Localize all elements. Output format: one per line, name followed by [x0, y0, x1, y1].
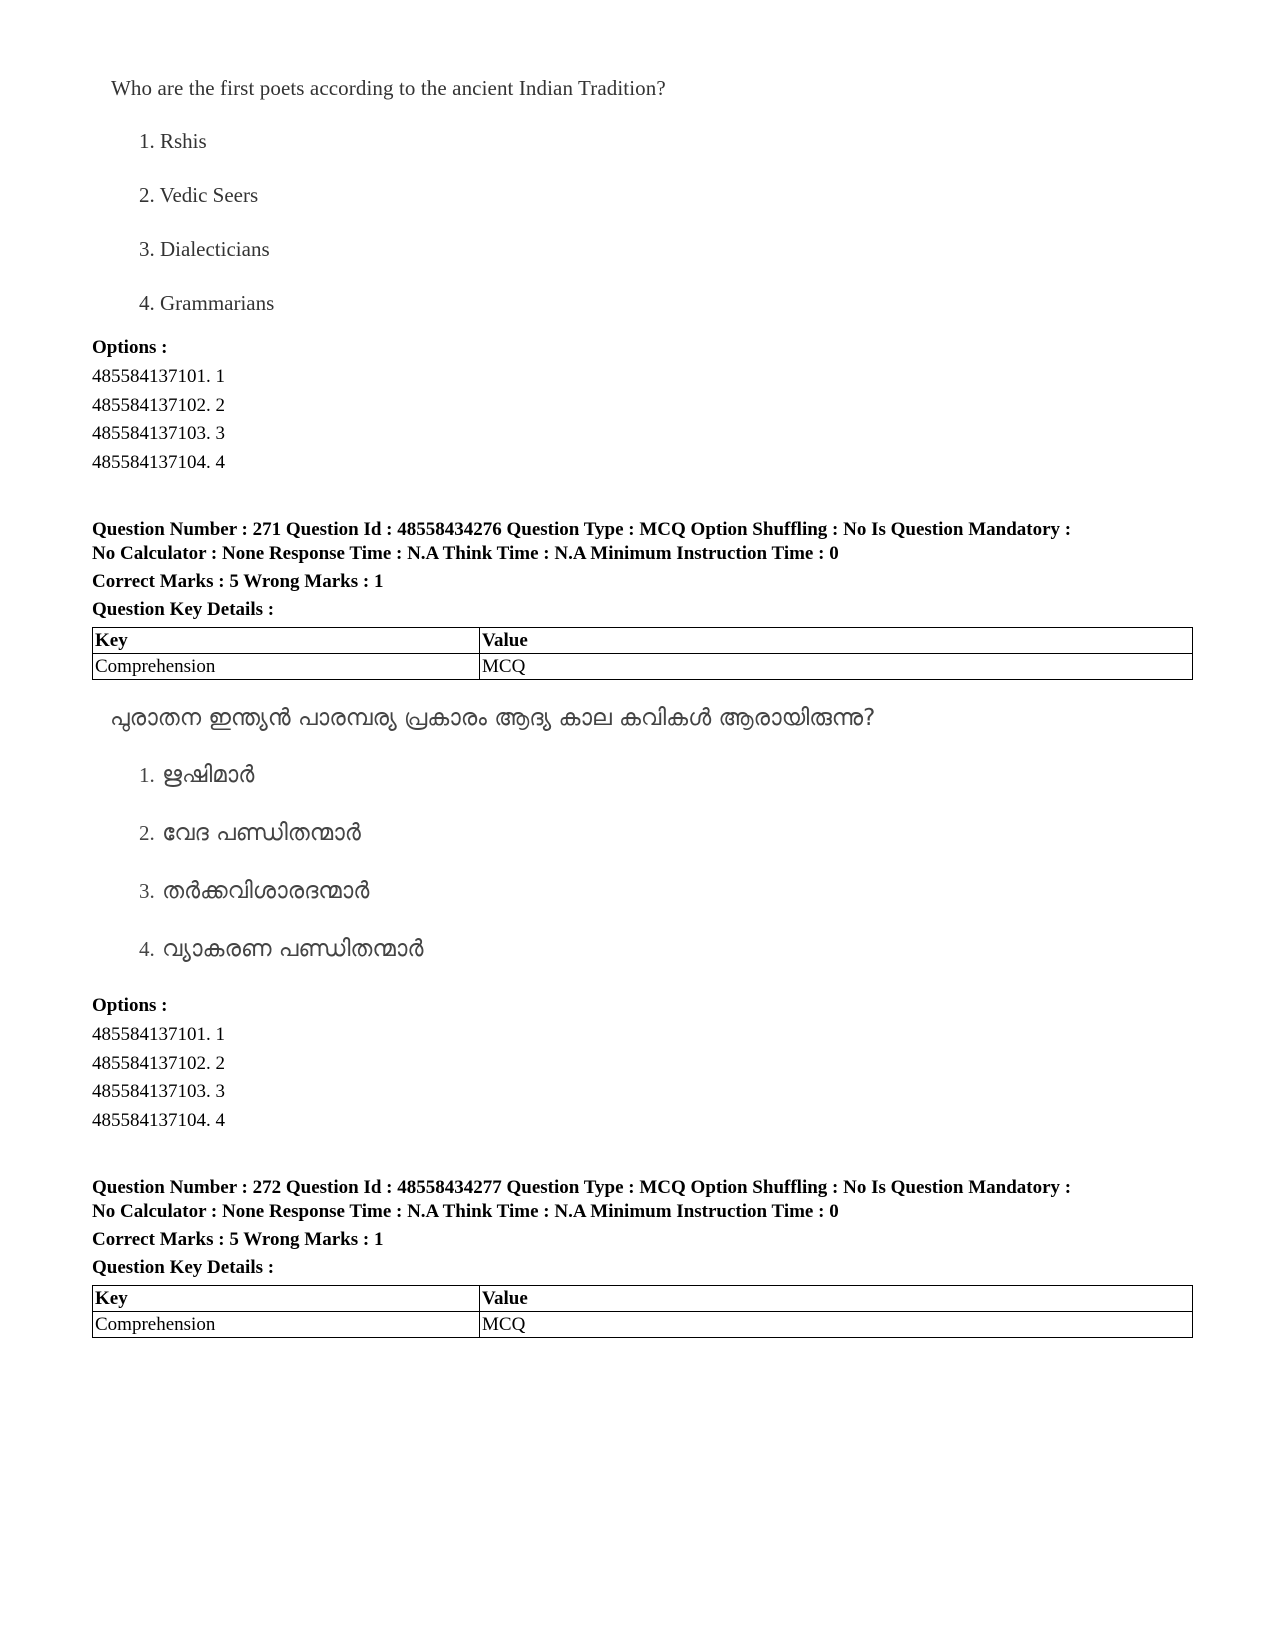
- option-id-4: 485584137104. 4: [92, 452, 225, 473]
- cell-value: MCQ: [480, 654, 1193, 680]
- options-label: Options :: [92, 995, 168, 1016]
- question-text-english: Who are the first poets according to the ancient Indian Tradition?: [111, 76, 666, 100]
- option-id-4: 485584137104. 4: [92, 1110, 225, 1131]
- meta-line-1: Question Number : 272 Question Id : 48558434277 Question Type : MCQ Option Shuffling : No Is Question Mandatory :: [92, 1177, 1072, 1198]
- header-key: Key: [93, 628, 480, 654]
- ml-choice-4: [139, 936, 424, 962]
- key-details-table-272: [92, 1285, 1193, 1338]
- question-meta-271: [92, 518, 1192, 566]
- ml-choice-text: വ്യാകരണ പണ്ഡിതന്മാർ: [162, 936, 424, 962]
- option-id-2: 485584137102. 2: [92, 395, 225, 416]
- key-details-table-271: [92, 627, 1193, 680]
- ml-choice-2: [139, 820, 361, 846]
- option-id-3: 485584137103. 3: [92, 423, 225, 444]
- question-text-malayalam: പുരാതന ഇന്ത്യൻ പാരമ്പര്യ പ്രകാരം ആദ്യ കാല കവികൾ ആരായിരുന്നു?: [110, 705, 876, 731]
- choice-2: 2. Vedic Seers: [139, 183, 259, 207]
- cell-key: Comprehension: [93, 1312, 480, 1338]
- ml-choice-1: [139, 762, 254, 788]
- key-details-label-272: Question Key Details :: [92, 1257, 275, 1278]
- ml-choice-number: 3.: [139, 879, 155, 903]
- choice-3: 3. Dialecticians: [139, 237, 270, 261]
- ml-choice-3: [139, 878, 369, 904]
- option-id-3: 485584137103. 3: [92, 1081, 225, 1102]
- ml-choice-text: വേദ പണ്ഡിതന്മാർ: [162, 820, 361, 846]
- option-id-1: 485584137101. 1: [92, 366, 225, 387]
- header-value: Value: [480, 628, 1193, 654]
- cell-key: Comprehension: [93, 654, 480, 680]
- cell-value: MCQ: [480, 1312, 1193, 1338]
- header-value: Value: [480, 1286, 1193, 1312]
- choice-1: 1. Rshis: [139, 129, 207, 153]
- ml-choice-number: 2.: [139, 821, 155, 845]
- choice-4: 4. Grammarians: [139, 291, 275, 315]
- header-key: Key: [93, 1286, 480, 1312]
- ml-choice-number: 1.: [139, 763, 155, 787]
- options-label: Options :: [92, 337, 168, 358]
- marks-271: Correct Marks : 5 Wrong Marks : 1: [92, 571, 384, 592]
- ml-choice-number: 4.: [139, 937, 155, 961]
- key-details-label-271: Question Key Details :: [92, 599, 275, 620]
- table-row: [93, 1312, 1193, 1338]
- table-header-row: [93, 1286, 1193, 1312]
- meta-line-2: No Calculator : None Response Time : N.A Think Time : N.A Minimum Instruction Time : 0: [92, 543, 839, 564]
- option-id-1: 485584137101. 1: [92, 1024, 225, 1045]
- ml-choice-text: ഋഷിമാർ: [162, 762, 255, 788]
- table-row: [93, 654, 1193, 680]
- marks-272: Correct Marks : 5 Wrong Marks : 1: [92, 1229, 384, 1250]
- meta-line-2: No Calculator : None Response Time : N.A Think Time : N.A Minimum Instruction Time : 0: [92, 1201, 839, 1222]
- question-meta-272: [92, 1176, 1192, 1224]
- ml-choice-text: തർക്കവിശാരദന്മാർ: [162, 878, 370, 904]
- option-id-2: 485584137102. 2: [92, 1053, 225, 1074]
- table-header-row: [93, 628, 1193, 654]
- meta-line-1: Question Number : 271 Question Id : 48558434276 Question Type : MCQ Option Shuffling : No Is Question Mandatory :: [92, 519, 1072, 540]
